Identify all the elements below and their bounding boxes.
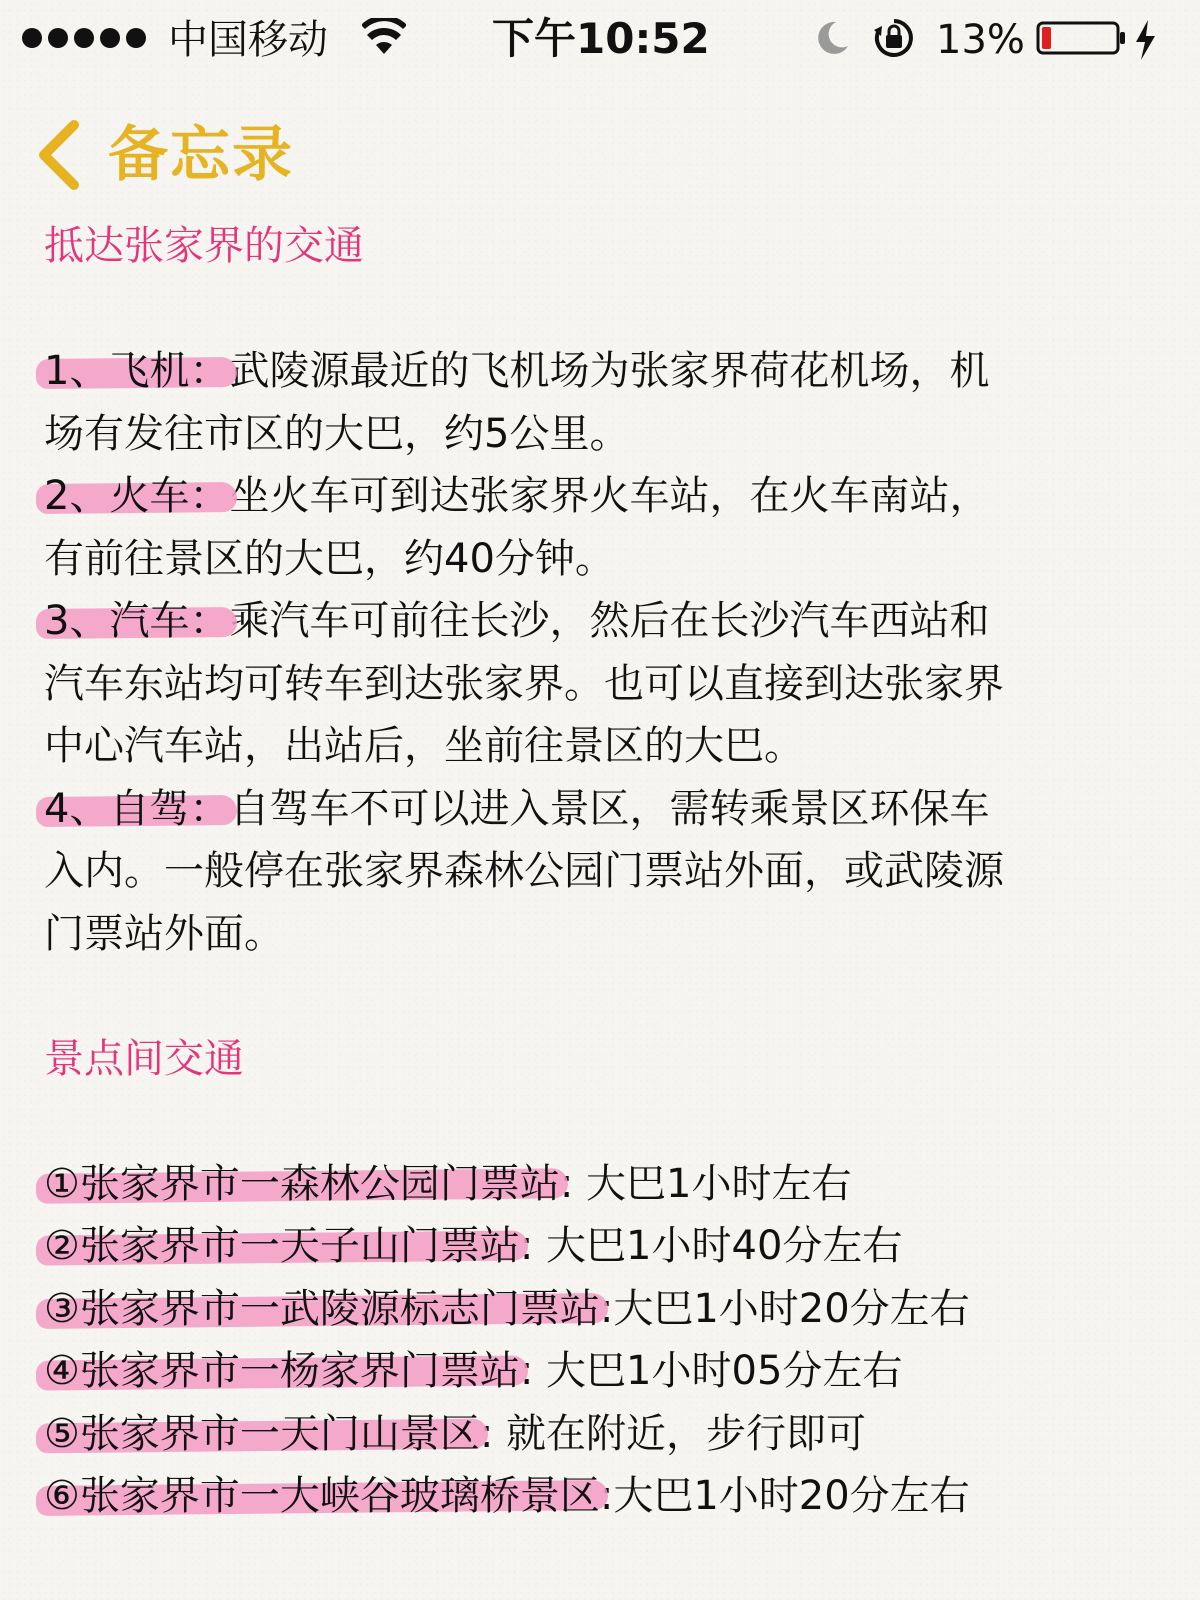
route-info: : 大巴1小时05分左右 xyxy=(519,1348,903,1394)
route-name: ①张家界市一森林公园门票站 xyxy=(44,1160,560,1207)
route-info: :大巴1小时20分左右 xyxy=(599,1473,970,1519)
route-name: ④张家界市一杨家界门票站 xyxy=(44,1348,520,1394)
item-text: 自驾车不可以进入景区，需转乘景区环保车 xyxy=(229,785,990,832)
route-info: : 大巴1小时左右 xyxy=(559,1160,852,1207)
route-item xyxy=(44,1215,1174,1278)
chevron-left-icon xyxy=(30,115,88,195)
list-item-train xyxy=(44,465,1174,528)
item-text: 武陵源最近的飞机场为张家界荷花机场，机 xyxy=(229,348,990,394)
item-text: 汽车东站均可转车到达张家界。也可以直接到达张家界 xyxy=(44,660,1004,707)
note-body[interactable] xyxy=(44,215,1174,1528)
route-item xyxy=(44,1278,1174,1341)
battery-percent: 13% xyxy=(936,17,1025,63)
item-text: 入内。一般停在张家界森林公园门票站外面，或武陵源 xyxy=(44,848,1004,894)
list-item-self-drive xyxy=(44,778,1174,841)
moon-icon xyxy=(812,18,852,58)
carrier-name: 中国移动 xyxy=(168,17,328,63)
route-item xyxy=(44,1153,1174,1216)
item-label: 1、飞机： xyxy=(44,348,230,394)
section-heading-scenic: 景点间交通 xyxy=(44,1035,244,1082)
item-text: 场有发往市区的大巴，约5公里。 xyxy=(44,410,630,457)
item-text: 中心汽车站，出站后，坐前往景区的大巴。 xyxy=(44,723,804,769)
route-name: ②张家界市一天子山门票站 xyxy=(44,1223,520,1269)
route-name: ③张家界市一武陵源标志门票站 xyxy=(44,1285,600,1332)
item-text: 有前往景区的大巴，约40分钟。 xyxy=(44,535,615,582)
route-item xyxy=(44,1340,1174,1403)
route-info: : 就在附近，步行即可 xyxy=(479,1410,867,1457)
route-item xyxy=(44,1465,1174,1528)
wifi-icon xyxy=(362,18,406,58)
item-label: 2、火车： xyxy=(44,473,230,519)
list-item-bus xyxy=(44,590,1174,653)
section-heading-arrival: 抵达张家界的交通 xyxy=(44,223,364,269)
route-info: : 大巴1小时40分左右 xyxy=(519,1223,903,1269)
rotation-lock-icon xyxy=(872,16,916,60)
list-item-plane xyxy=(44,340,1174,403)
route-info: :大巴1小时20分左右 xyxy=(599,1285,970,1332)
back-button-label: 备忘录 xyxy=(108,120,294,190)
route-name: ⑥张家界市一大峡谷玻璃桥景区 xyxy=(44,1473,600,1519)
charging-icon xyxy=(1132,18,1158,62)
item-text: 坐火车可到达张家界火车站，在火车南站， xyxy=(229,473,990,519)
signal-dots-icon xyxy=(22,28,146,48)
status-bar xyxy=(0,0,1200,80)
item-label: 3、汽车： xyxy=(44,598,230,644)
back-button[interactable] xyxy=(30,110,294,200)
battery-icon xyxy=(1036,20,1128,56)
route-item xyxy=(44,1403,1174,1466)
status-time: 下午10:52 xyxy=(492,14,710,63)
item-label: 4、自驾： xyxy=(44,785,230,832)
item-text: 门票站外面。 xyxy=(44,910,284,957)
route-name: ⑤张家界市一天门山景区 xyxy=(44,1410,480,1457)
item-text: 乘汽车可前往长沙，然后在长沙汽车西站和 xyxy=(229,598,990,644)
